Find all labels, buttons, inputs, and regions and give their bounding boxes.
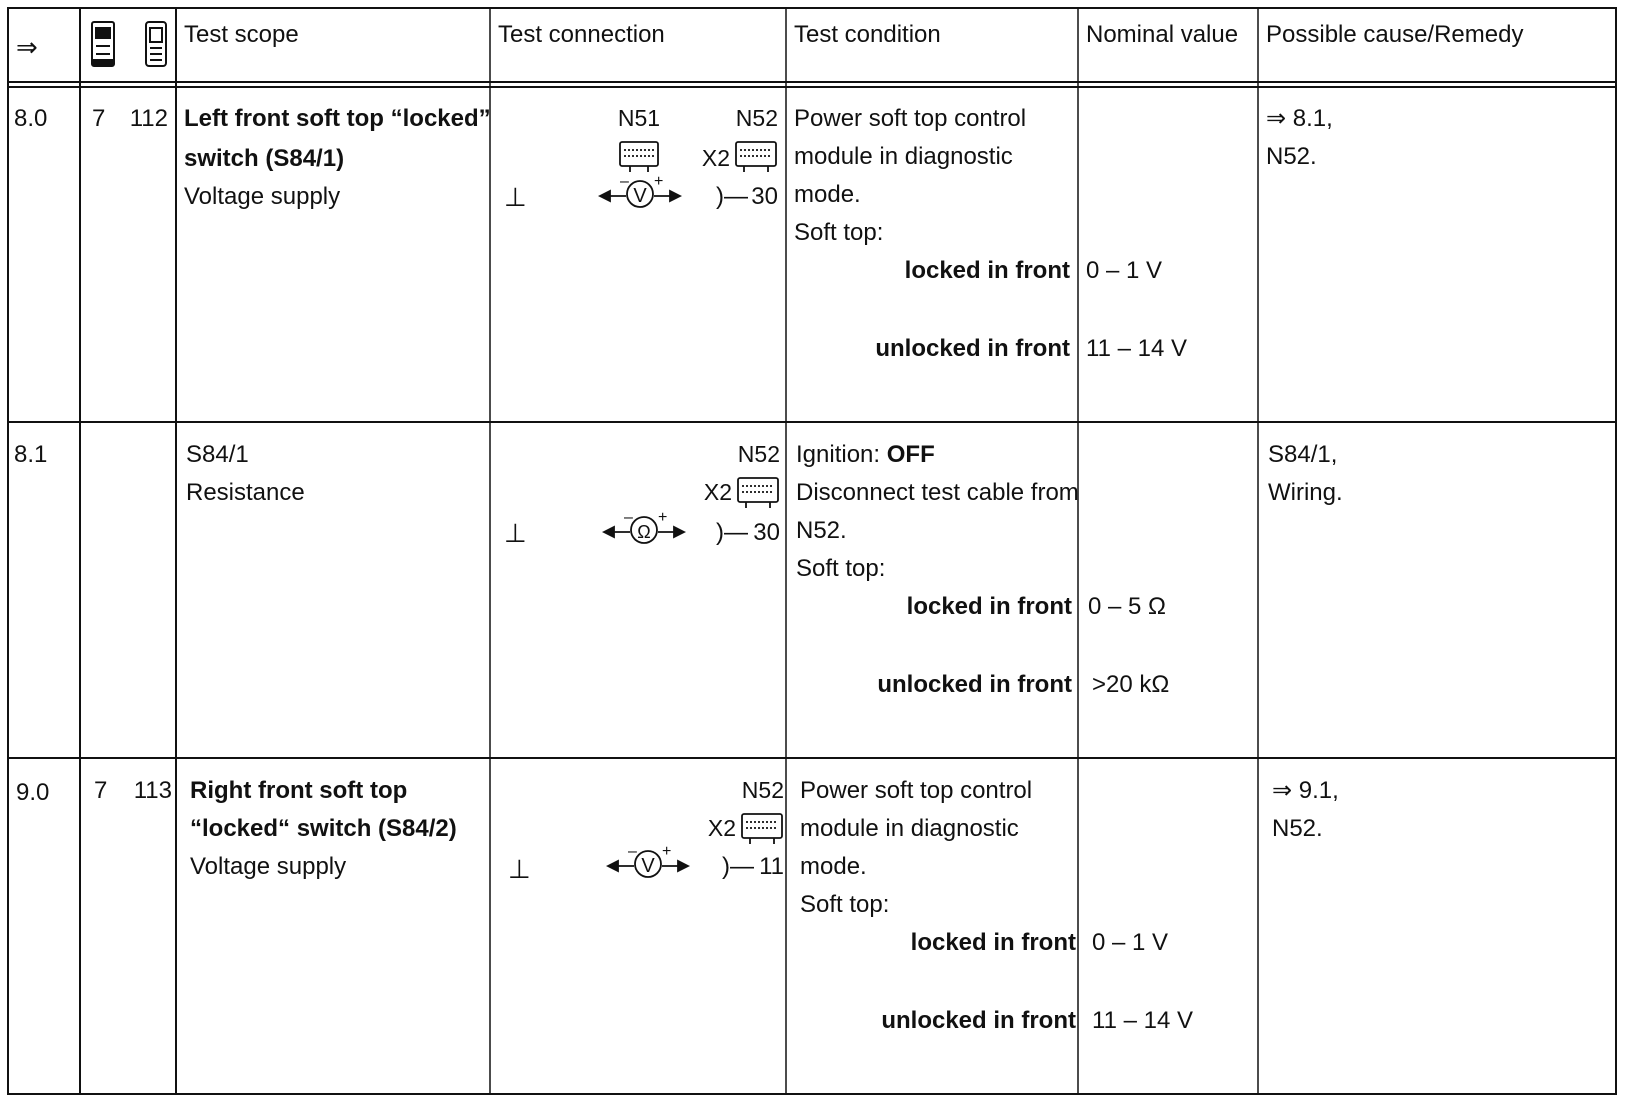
scope-subtitle: Voltage supply <box>184 183 341 210</box>
scope-title: switch (S84/1) <box>184 145 345 172</box>
pin-connector-icon: )— <box>722 853 754 880</box>
pin-number: 11 <box>759 853 784 880</box>
pin-connector-icon: )— <box>716 519 748 546</box>
condition-text: mode. <box>794 181 861 208</box>
connector-icon <box>620 142 658 172</box>
test-connection-diagram <box>504 105 778 212</box>
header-arrow: ⇒ <box>16 32 38 62</box>
connector-label: N52 <box>737 441 780 467</box>
connector-icon <box>742 814 782 844</box>
condition-text: Disconnect test cable from <box>796 479 1079 506</box>
scope-title: S84/1 <box>186 441 249 468</box>
table-header <box>16 21 1523 66</box>
connector-label: X2 <box>703 479 732 505</box>
tester-code: 113 <box>133 777 172 804</box>
condition-text: Soft top: <box>800 891 890 918</box>
scope-title: Right front soft top <box>190 777 408 804</box>
tester-code: 112 <box>129 105 168 132</box>
polarity-minus: – <box>620 173 629 190</box>
header-possible-cause: Possible cause/Remedy <box>1266 21 1524 48</box>
meter-symbol: Ω <box>637 522 651 542</box>
remedy-text: N52. <box>1272 815 1323 842</box>
ground-icon: ⊥ <box>508 854 531 884</box>
polarity-minus: – <box>628 843 637 860</box>
remedy-text: N52. <box>1266 143 1317 170</box>
scope-subtitle: Voltage supply <box>190 853 347 880</box>
scope-subtitle: Resistance <box>186 479 305 506</box>
meter-symbol: V <box>633 185 647 207</box>
condition-text: module in diagnostic <box>800 815 1019 842</box>
state-label: unlocked in front <box>881 1007 1076 1034</box>
scope-title: Left front soft top “locked” <box>184 105 491 132</box>
connector-label: X2 <box>701 145 730 171</box>
header-nominal-value: Nominal value <box>1086 21 1239 48</box>
condition-text: Soft top: <box>796 555 886 582</box>
state-label: unlocked in front <box>875 335 1070 362</box>
test-connection-diagram <box>508 777 784 884</box>
scope-title: “locked“ switch (S84/2) <box>190 815 457 842</box>
pin-number: 30 <box>751 183 778 210</box>
polarity-plus: + <box>662 843 672 860</box>
nominal-value: 0 – 1 V <box>1086 257 1163 284</box>
condition-text: module in diagnostic <box>794 143 1013 170</box>
state-label: locked in front <box>910 929 1076 956</box>
header-test-condition: Test condition <box>794 21 941 48</box>
ground-icon: ⊥ <box>504 518 527 548</box>
connector-label: N52 <box>735 105 778 131</box>
remedy-text: ⇒ 9.1, <box>1272 777 1339 804</box>
connector-icon <box>736 142 776 172</box>
meter-symbol: V <box>641 855 655 877</box>
state-label: locked in front <box>904 257 1070 284</box>
polarity-minus: – <box>624 509 633 526</box>
connector-label: X2 <box>707 815 736 841</box>
connector-icon <box>738 478 778 508</box>
state-label: locked in front <box>906 593 1072 620</box>
connector-label: N51 <box>617 105 661 131</box>
step-number: 8.0 <box>14 105 48 132</box>
condition-text: Power soft top control <box>800 777 1033 804</box>
tester-code: 7 <box>92 105 106 132</box>
remedy-text: S84/1, <box>1268 441 1338 468</box>
test-connection-diagram <box>504 441 780 548</box>
condition-text: N52. <box>796 517 847 544</box>
condition-text: Power soft top control <box>794 105 1027 132</box>
connector-label: N52 <box>741 777 784 803</box>
header-test-connection: Test connection <box>498 21 665 48</box>
condition-text: Ignition: OFF <box>796 441 935 468</box>
condition-text: mode. <box>800 853 867 880</box>
step-number: 8.1 <box>14 441 48 468</box>
multimeter-icon <box>92 22 114 66</box>
pin-number: 30 <box>753 519 780 546</box>
remedy-text: Wiring. <box>1268 479 1343 506</box>
nominal-value: 0 – 1 V <box>1092 929 1169 956</box>
ground-icon: ⊥ <box>504 182 527 212</box>
header-test-scope: Test scope <box>184 21 299 48</box>
table-row <box>14 105 1333 362</box>
polarity-plus: + <box>658 509 668 526</box>
diagnostic-tester-icon <box>146 22 166 66</box>
pin-connector-icon: )— <box>716 183 748 210</box>
state-label: unlocked in front <box>877 671 1072 698</box>
remedy-text: ⇒ 8.1, <box>1266 105 1333 132</box>
table-row <box>14 441 1343 698</box>
nominal-value: 11 – 14 V <box>1086 335 1187 362</box>
polarity-plus: + <box>654 173 664 190</box>
nominal-value: 11 – 14 V <box>1092 1007 1193 1034</box>
table-row <box>16 777 1339 1034</box>
nominal-value: >20 kΩ <box>1092 671 1170 698</box>
condition-text: Soft top: <box>794 219 884 246</box>
step-number: 9.0 <box>16 779 50 806</box>
nominal-value: 0 – 5 Ω <box>1088 593 1166 620</box>
tester-code: 7 <box>94 777 108 804</box>
